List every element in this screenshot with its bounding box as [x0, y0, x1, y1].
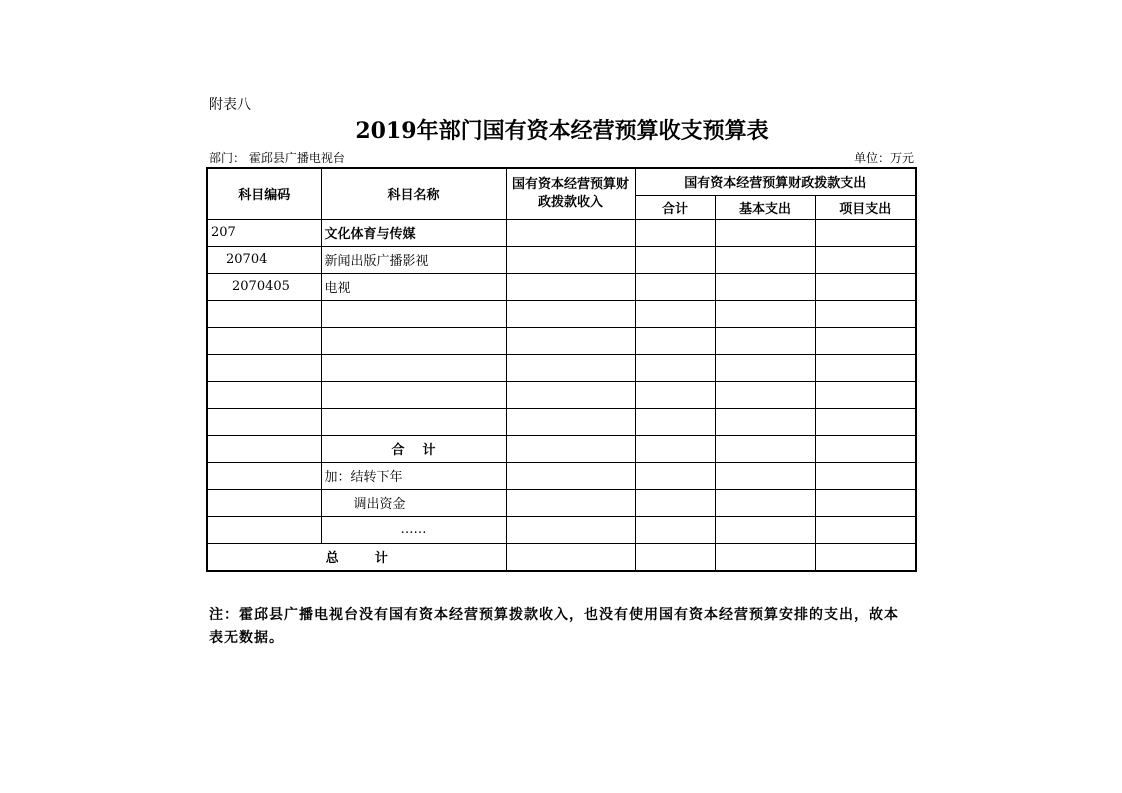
department-label: 部门： 霍邱县广播电视台: [209, 151, 345, 165]
header-basic-expense: 基本支出: [715, 195, 815, 219]
page-title: 2019年部门国有资本经营预算收支预算表: [355, 118, 769, 144]
row-income-cell: [506, 246, 635, 273]
row-name: 新闻出版广播影视: [321, 246, 506, 273]
row-basic-cell: [715, 246, 815, 273]
transfer-out-row: [207, 489, 916, 516]
header-project-expense: 项目支出: [815, 195, 916, 219]
row-total-cell: [635, 246, 715, 273]
table-row: [207, 219, 916, 246]
ellipsis-label: ……: [321, 516, 506, 543]
header-income: 国有资本经营预算财政拨款收入: [506, 168, 635, 219]
row-name: 电视: [321, 273, 506, 300]
table-row: [207, 273, 916, 300]
empty-row: [207, 327, 916, 354]
table-row: [207, 246, 916, 273]
subtotal-row: [207, 435, 916, 462]
grand-total-row: [207, 543, 916, 571]
carry-forward-label: 加：结转下年: [321, 462, 506, 489]
grand-total-label: 总 计: [207, 543, 506, 571]
attachment-label: 附表八: [209, 97, 251, 113]
header-subject-code: 科目编码: [207, 168, 321, 219]
header-subject-name: 科目名称: [321, 168, 506, 219]
subtotal-label: 合 计: [321, 435, 506, 462]
carry-forward-row: [207, 462, 916, 489]
row-project-cell: [815, 273, 916, 300]
unit-label: 单位：万元: [853, 151, 914, 165]
row-income-cell: [506, 219, 635, 246]
budget-table: [206, 167, 917, 572]
row-code: 2070405: [207, 273, 321, 300]
row-code: 207: [207, 219, 321, 246]
empty-row: [207, 354, 916, 381]
row-project-cell: [815, 219, 916, 246]
footnote: 注：霍邱县广播电视台没有国有资本经营预算拨款收入，也没有使用国有资本经营预算安排的支出，故本表无数据。: [209, 607, 899, 646]
ellipsis-row: [207, 516, 916, 543]
header-total: 合计: [635, 195, 715, 219]
row-basic-cell: [715, 219, 815, 246]
row-basic-cell: [715, 273, 815, 300]
header-expense-group: 国有资本经营预算财政拨款支出: [635, 168, 916, 195]
empty-row: [207, 300, 916, 327]
row-project-cell: [815, 246, 916, 273]
row-income-cell: [506, 273, 635, 300]
empty-row: [207, 408, 916, 435]
transfer-out-label: 调出资金: [321, 489, 506, 516]
empty-row: [207, 381, 916, 408]
row-total-cell: [635, 273, 715, 300]
row-total-cell: [635, 219, 715, 246]
row-code: 20704: [207, 246, 321, 273]
row-name: 文化体育与传媒: [321, 219, 506, 246]
